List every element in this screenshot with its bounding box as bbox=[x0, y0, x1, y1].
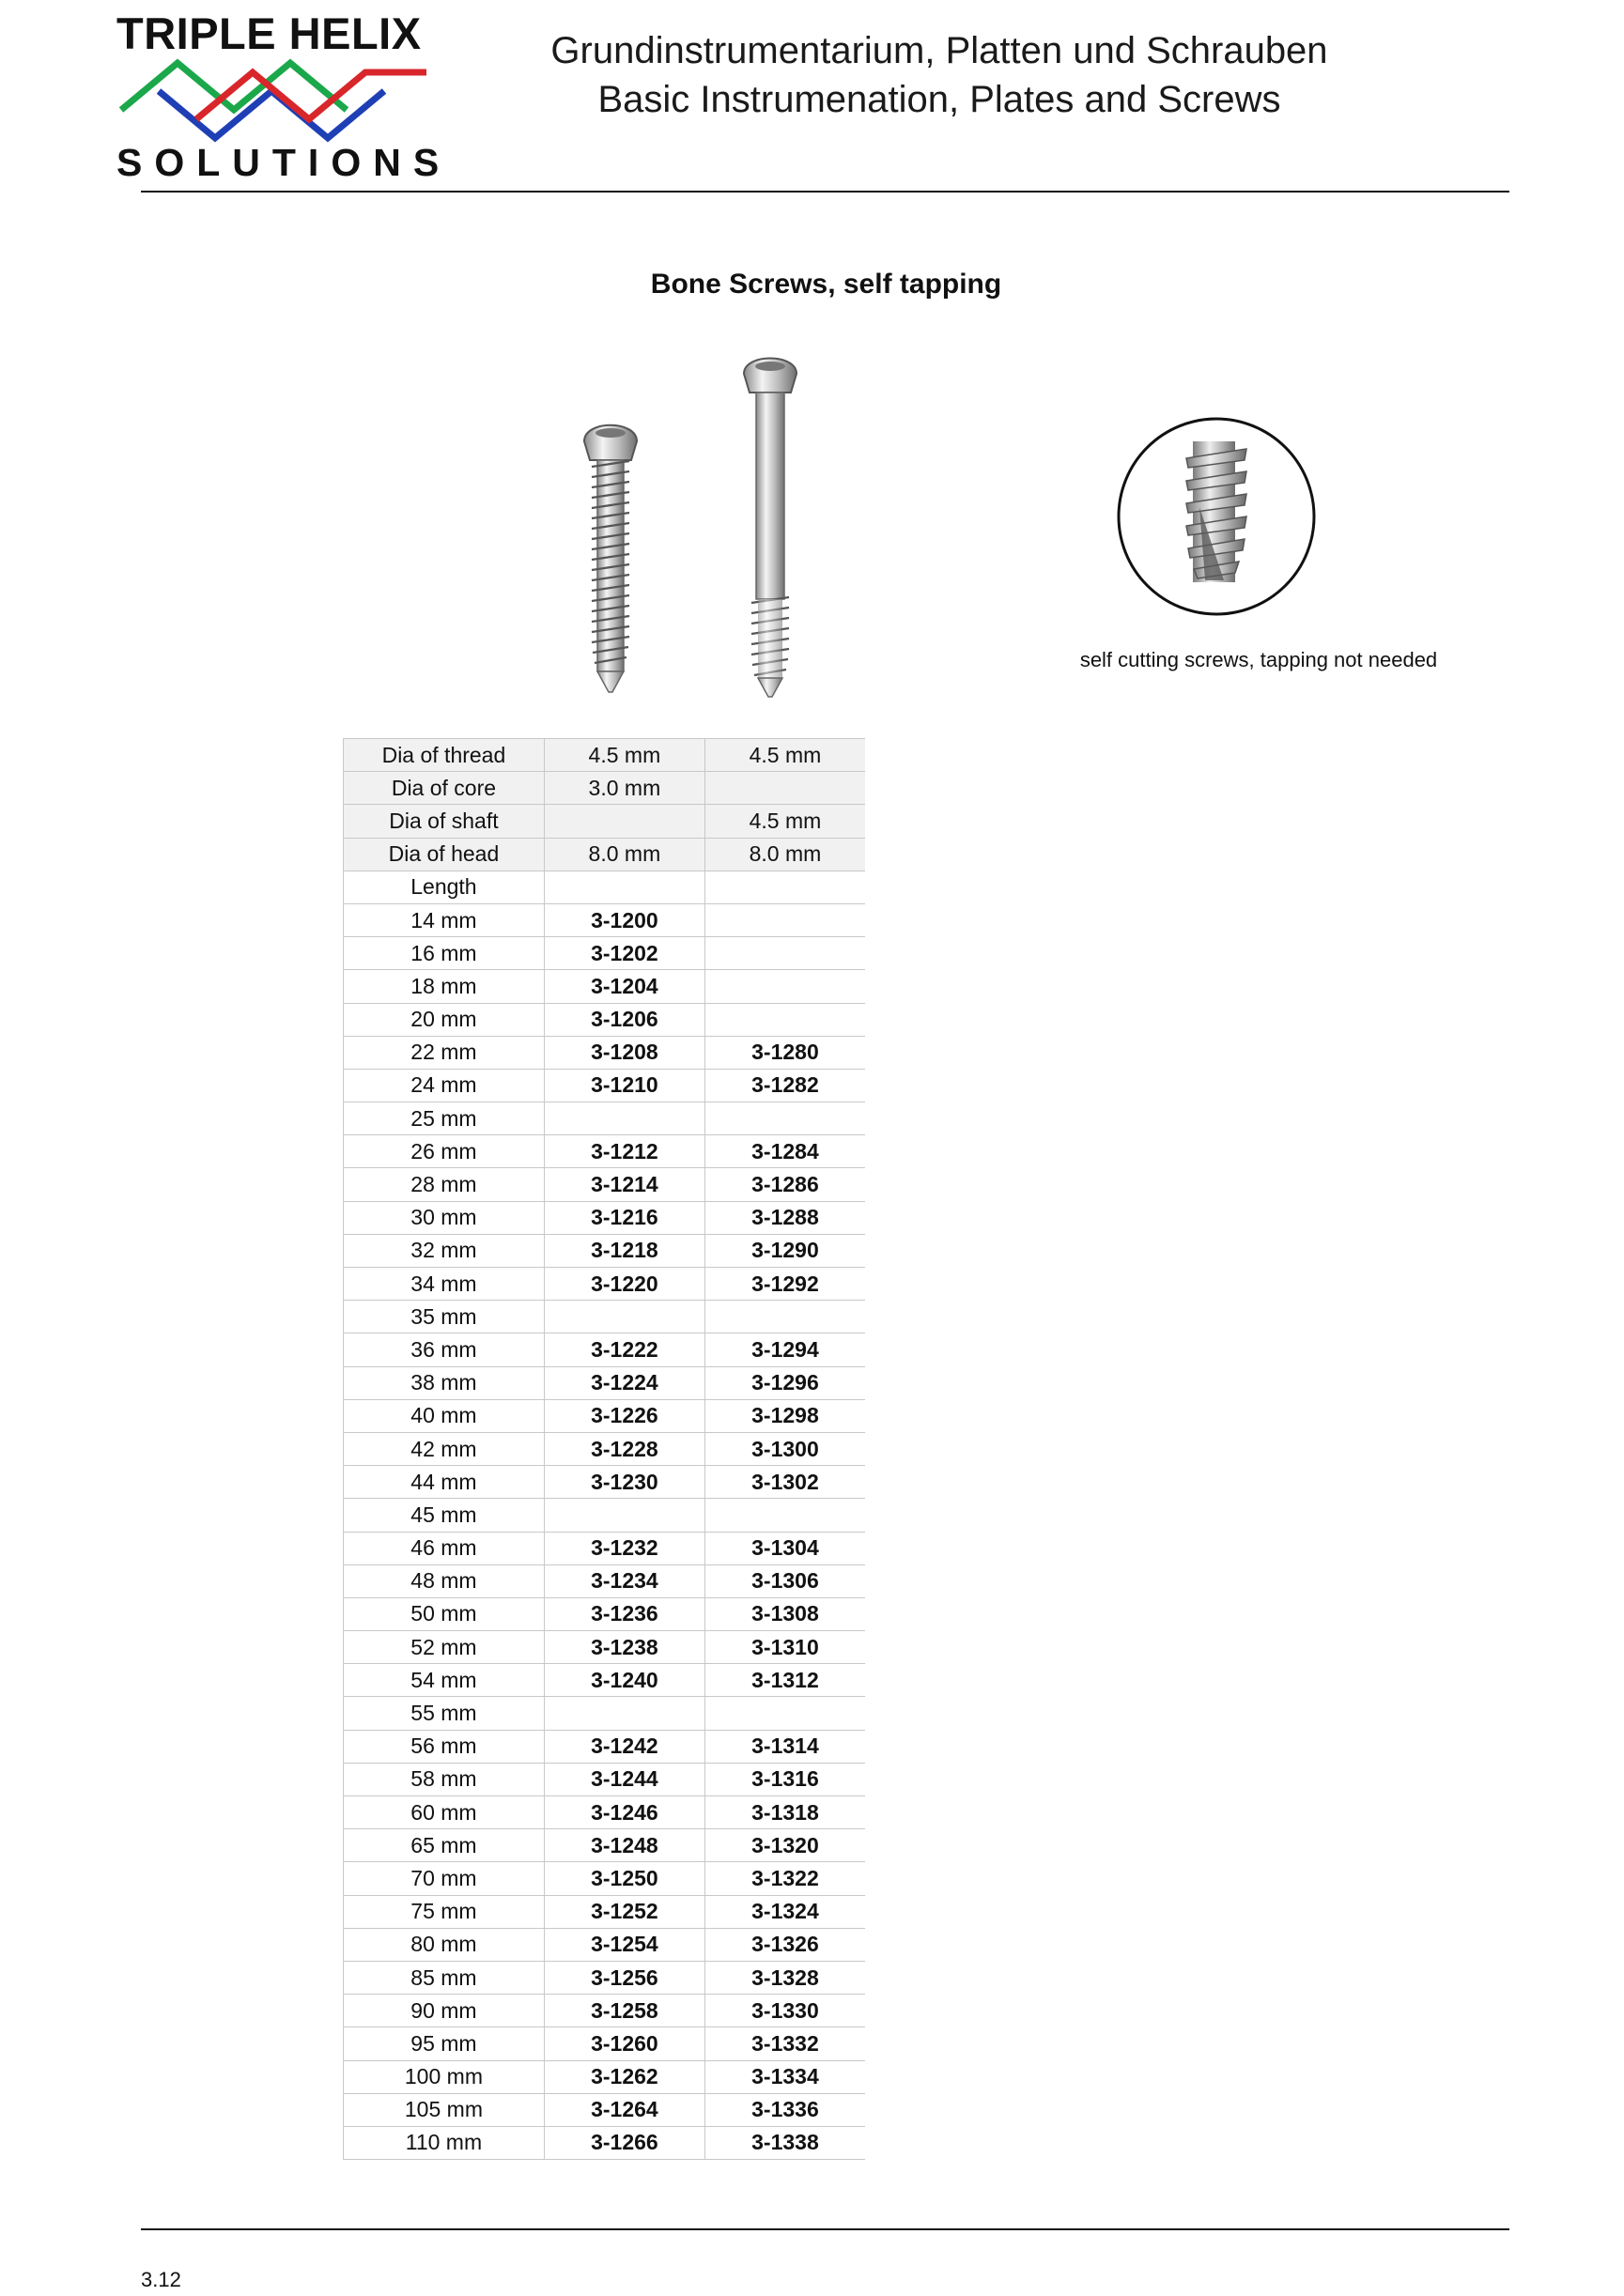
length-cell: 45 mm bbox=[344, 1499, 545, 1532]
spec-value-cortical: 3.0 mm bbox=[544, 772, 704, 805]
length-cell: 34 mm bbox=[344, 1268, 545, 1301]
table-row bbox=[344, 1664, 866, 1697]
article-number-shaft: 3-1300 bbox=[704, 1432, 865, 1465]
table-row bbox=[344, 1928, 866, 1961]
table-row bbox=[344, 970, 866, 1003]
article-number-shaft: 3-1292 bbox=[704, 1268, 865, 1301]
page-number: 3.12 bbox=[141, 2268, 181, 2291]
article-number-cortical: 3-1206 bbox=[544, 1003, 704, 1036]
article-number-cortical: 3-1214 bbox=[544, 1168, 704, 1201]
header-title-german: Grundinstrumentarium, Platten und Schrauben bbox=[550, 30, 1328, 71]
article-number-cortical: 3-1238 bbox=[544, 1631, 704, 1664]
article-number-cortical: 3-1202 bbox=[544, 937, 704, 970]
length-cell: 80 mm bbox=[344, 1928, 545, 1961]
table-row bbox=[344, 1432, 866, 1465]
spec-label: Dia of thread bbox=[344, 739, 545, 772]
length-cell: 55 mm bbox=[344, 1697, 545, 1730]
spec-row bbox=[344, 772, 866, 805]
length-cell: 30 mm bbox=[344, 1201, 545, 1234]
article-number-cortical: 3-1224 bbox=[544, 1366, 704, 1399]
table-row bbox=[344, 903, 866, 936]
length-cell: 24 mm bbox=[344, 1069, 545, 1102]
article-number-shaft: 3-1282 bbox=[704, 1069, 865, 1102]
article-number-cortical: 3-1204 bbox=[544, 970, 704, 1003]
spec-label: Dia of head bbox=[344, 838, 545, 871]
article-number-shaft bbox=[704, 1499, 865, 1532]
article-number-cortical: 3-1232 bbox=[544, 1532, 704, 1564]
article-number-cortical: 3-1212 bbox=[544, 1135, 704, 1168]
article-number-shaft bbox=[704, 1003, 865, 1036]
article-number-cortical: 3-1218 bbox=[544, 1234, 704, 1267]
length-cell: 35 mm bbox=[344, 1301, 545, 1333]
article-number-shaft: 3-1322 bbox=[704, 1862, 865, 1895]
spec-row bbox=[344, 805, 866, 838]
logo-subtitle: SOLUTIONS bbox=[116, 141, 452, 184]
article-number-shaft: 3-1336 bbox=[704, 2093, 865, 2126]
article-number-shaft: 3-1286 bbox=[704, 1168, 865, 1201]
table-row bbox=[344, 1597, 866, 1630]
length-cell: 85 mm bbox=[344, 1961, 545, 1994]
article-number-cortical: 3-1208 bbox=[544, 1036, 704, 1069]
article-number-cortical: 3-1244 bbox=[544, 1763, 704, 1795]
article-number-shaft: 3-1296 bbox=[704, 1366, 865, 1399]
table-row bbox=[344, 1466, 866, 1499]
logo-title: TRIPLE HELIX bbox=[116, 8, 422, 58]
article-number-cortical: 3-1210 bbox=[544, 1069, 704, 1102]
spec-value-shaft bbox=[704, 772, 865, 805]
article-number-cortical bbox=[544, 1697, 704, 1730]
length-cell: 58 mm bbox=[344, 1763, 545, 1795]
length-cell: 16 mm bbox=[344, 937, 545, 970]
article-number-shaft bbox=[704, 937, 865, 970]
table-row bbox=[344, 2093, 866, 2126]
table-row bbox=[344, 1532, 866, 1564]
length-cell: 38 mm bbox=[344, 1366, 545, 1399]
header-divider bbox=[141, 191, 1509, 193]
table-row bbox=[344, 1895, 866, 1928]
length-cell: 60 mm bbox=[344, 1796, 545, 1829]
table-row bbox=[344, 1069, 866, 1102]
helix-wave-blue bbox=[159, 91, 384, 138]
article-number-cortical bbox=[544, 1499, 704, 1532]
article-number-shaft: 3-1310 bbox=[704, 1631, 865, 1664]
article-number-cortical: 3-1246 bbox=[544, 1796, 704, 1829]
helix-logo-icon bbox=[116, 58, 431, 143]
article-number-shaft: 3-1330 bbox=[704, 1995, 865, 2027]
table-row bbox=[344, 1036, 866, 1069]
length-cell: 32 mm bbox=[344, 1234, 545, 1267]
spec-value-shaft: 8.0 mm bbox=[704, 838, 865, 871]
article-number-shaft: 3-1320 bbox=[704, 1829, 865, 1862]
table-row bbox=[344, 1003, 866, 1036]
length-cell: 18 mm bbox=[344, 970, 545, 1003]
table-row bbox=[344, 1763, 866, 1795]
table-row bbox=[344, 1564, 866, 1597]
article-number-cortical bbox=[544, 1301, 704, 1333]
table-row bbox=[344, 1135, 866, 1168]
article-number-cortical: 3-1260 bbox=[544, 2027, 704, 2060]
article-number-cortical: 3-1230 bbox=[544, 1466, 704, 1499]
section-title: Bone Screws, self tapping bbox=[650, 269, 1002, 300]
article-number-cortical: 3-1254 bbox=[544, 1928, 704, 1961]
table-row bbox=[344, 1697, 866, 1730]
detail-caption: self cutting screws, tapping not needed bbox=[1079, 648, 1438, 671]
table-row bbox=[344, 1168, 866, 1201]
empty-cell bbox=[704, 871, 865, 903]
length-cell: 105 mm bbox=[344, 2093, 545, 2126]
empty-cell bbox=[544, 871, 704, 903]
article-number-shaft: 3-1304 bbox=[704, 1532, 865, 1564]
article-number-cortical: 3-1266 bbox=[544, 2126, 704, 2159]
article-number-shaft: 3-1308 bbox=[704, 1597, 865, 1630]
length-cell: 70 mm bbox=[344, 1862, 545, 1895]
article-number-cortical: 3-1222 bbox=[544, 1333, 704, 1366]
screw-spec-table bbox=[343, 738, 865, 2160]
spec-label: Dia of shaft bbox=[344, 805, 545, 838]
article-number-cortical: 3-1240 bbox=[544, 1664, 704, 1697]
spec-value-shaft: 4.5 mm bbox=[704, 805, 865, 838]
length-cell: 25 mm bbox=[344, 1102, 545, 1135]
table-row bbox=[344, 1301, 866, 1333]
length-cell: 56 mm bbox=[344, 1730, 545, 1763]
table-row bbox=[344, 1268, 866, 1301]
length-cell: 100 mm bbox=[344, 2060, 545, 2093]
article-number-shaft: 3-1318 bbox=[704, 1796, 865, 1829]
article-number-shaft bbox=[704, 970, 865, 1003]
length-cell: 28 mm bbox=[344, 1168, 545, 1201]
table-row bbox=[344, 1796, 866, 1829]
article-number-shaft: 3-1314 bbox=[704, 1730, 865, 1763]
article-number-shaft: 3-1316 bbox=[704, 1763, 865, 1795]
length-cell: 20 mm bbox=[344, 1003, 545, 1036]
article-number-cortical: 3-1228 bbox=[544, 1432, 704, 1465]
table-row bbox=[344, 1366, 866, 1399]
table-row bbox=[344, 1399, 866, 1432]
spec-value-shaft: 4.5 mm bbox=[704, 739, 865, 772]
shaft-screw-icon bbox=[723, 357, 817, 700]
table-row bbox=[344, 1730, 866, 1763]
article-number-cortical bbox=[544, 1102, 704, 1135]
table-row bbox=[344, 1499, 866, 1532]
table-row bbox=[344, 2027, 866, 2060]
spec-value-cortical bbox=[544, 805, 704, 838]
table-row bbox=[344, 1829, 866, 1862]
article-number-shaft: 3-1288 bbox=[704, 1201, 865, 1234]
length-cell: 52 mm bbox=[344, 1631, 545, 1664]
footer-divider bbox=[141, 2228, 1509, 2230]
article-number-cortical: 3-1234 bbox=[544, 1564, 704, 1597]
article-number-shaft: 3-1302 bbox=[704, 1466, 865, 1499]
length-cell: 14 mm bbox=[344, 903, 545, 936]
article-number-shaft bbox=[704, 1102, 865, 1135]
article-number-cortical: 3-1216 bbox=[544, 1201, 704, 1234]
article-number-shaft: 3-1338 bbox=[704, 2126, 865, 2159]
length-header-row bbox=[344, 871, 866, 903]
length-cell: 48 mm bbox=[344, 1564, 545, 1597]
length-cell: 75 mm bbox=[344, 1895, 545, 1928]
article-number-cortical: 3-1248 bbox=[544, 1829, 704, 1862]
length-cell: 22 mm bbox=[344, 1036, 545, 1069]
article-number-shaft: 3-1306 bbox=[704, 1564, 865, 1597]
article-number-shaft: 3-1328 bbox=[704, 1961, 865, 1994]
length-cell: 36 mm bbox=[344, 1333, 545, 1366]
article-number-shaft: 3-1326 bbox=[704, 1928, 865, 1961]
article-number-cortical: 3-1262 bbox=[544, 2060, 704, 2093]
article-number-cortical: 3-1252 bbox=[544, 1895, 704, 1928]
table-row bbox=[344, 1234, 866, 1267]
table-row bbox=[344, 1995, 866, 2027]
article-number-cortical: 3-1200 bbox=[544, 903, 704, 936]
length-cell: 54 mm bbox=[344, 1664, 545, 1697]
table-row bbox=[344, 1631, 866, 1664]
table-row bbox=[344, 1201, 866, 1234]
table-row bbox=[344, 1862, 866, 1895]
article-number-cortical: 3-1236 bbox=[544, 1597, 704, 1630]
length-cell: 26 mm bbox=[344, 1135, 545, 1168]
self-tapping-tip-detail-icon bbox=[1113, 413, 1320, 620]
spec-label: Dia of core bbox=[344, 772, 545, 805]
length-cell: 44 mm bbox=[344, 1466, 545, 1499]
article-number-shaft: 3-1334 bbox=[704, 2060, 865, 2093]
article-number-shaft: 3-1298 bbox=[704, 1399, 865, 1432]
article-number-shaft bbox=[704, 903, 865, 936]
length-cell: 90 mm bbox=[344, 1995, 545, 2027]
cortical-screw-icon bbox=[564, 352, 657, 695]
length-cell: 50 mm bbox=[344, 1597, 545, 1630]
article-number-shaft: 3-1332 bbox=[704, 2027, 865, 2060]
table-row bbox=[344, 2060, 866, 2093]
table-row bbox=[344, 1333, 866, 1366]
header-title-english: Basic Instrumenation, Plates and Screws bbox=[597, 79, 1281, 120]
article-number-cortical: 3-1264 bbox=[544, 2093, 704, 2126]
article-number-shaft: 3-1290 bbox=[704, 1234, 865, 1267]
article-number-shaft: 3-1294 bbox=[704, 1333, 865, 1366]
article-number-shaft bbox=[704, 1301, 865, 1333]
article-number-shaft bbox=[704, 1697, 865, 1730]
length-cell: 40 mm bbox=[344, 1399, 545, 1432]
article-number-cortical: 3-1250 bbox=[544, 1862, 704, 1895]
article-number-cortical: 3-1242 bbox=[544, 1730, 704, 1763]
length-cell: 42 mm bbox=[344, 1432, 545, 1465]
article-number-shaft: 3-1280 bbox=[704, 1036, 865, 1069]
article-number-cortical: 3-1256 bbox=[544, 1961, 704, 1994]
table-row bbox=[344, 937, 866, 970]
table-row bbox=[344, 2126, 866, 2159]
spec-value-cortical: 8.0 mm bbox=[544, 838, 704, 871]
spec-row bbox=[344, 739, 866, 772]
length-cell: 95 mm bbox=[344, 2027, 545, 2060]
spec-value-cortical: 4.5 mm bbox=[544, 739, 704, 772]
article-number-shaft: 3-1312 bbox=[704, 1664, 865, 1697]
spec-row bbox=[344, 838, 866, 871]
article-number-shaft: 3-1324 bbox=[704, 1895, 865, 1928]
article-number-cortical: 3-1258 bbox=[544, 1995, 704, 2027]
table-row bbox=[344, 1102, 866, 1135]
article-number-cortical: 3-1220 bbox=[544, 1268, 704, 1301]
length-cell: 65 mm bbox=[344, 1829, 545, 1862]
article-number-shaft: 3-1284 bbox=[704, 1135, 865, 1168]
table-row bbox=[344, 1961, 866, 1994]
length-header: Length bbox=[344, 871, 545, 903]
article-number-cortical: 3-1226 bbox=[544, 1399, 704, 1432]
length-cell: 46 mm bbox=[344, 1532, 545, 1564]
length-cell: 110 mm bbox=[344, 2126, 545, 2159]
